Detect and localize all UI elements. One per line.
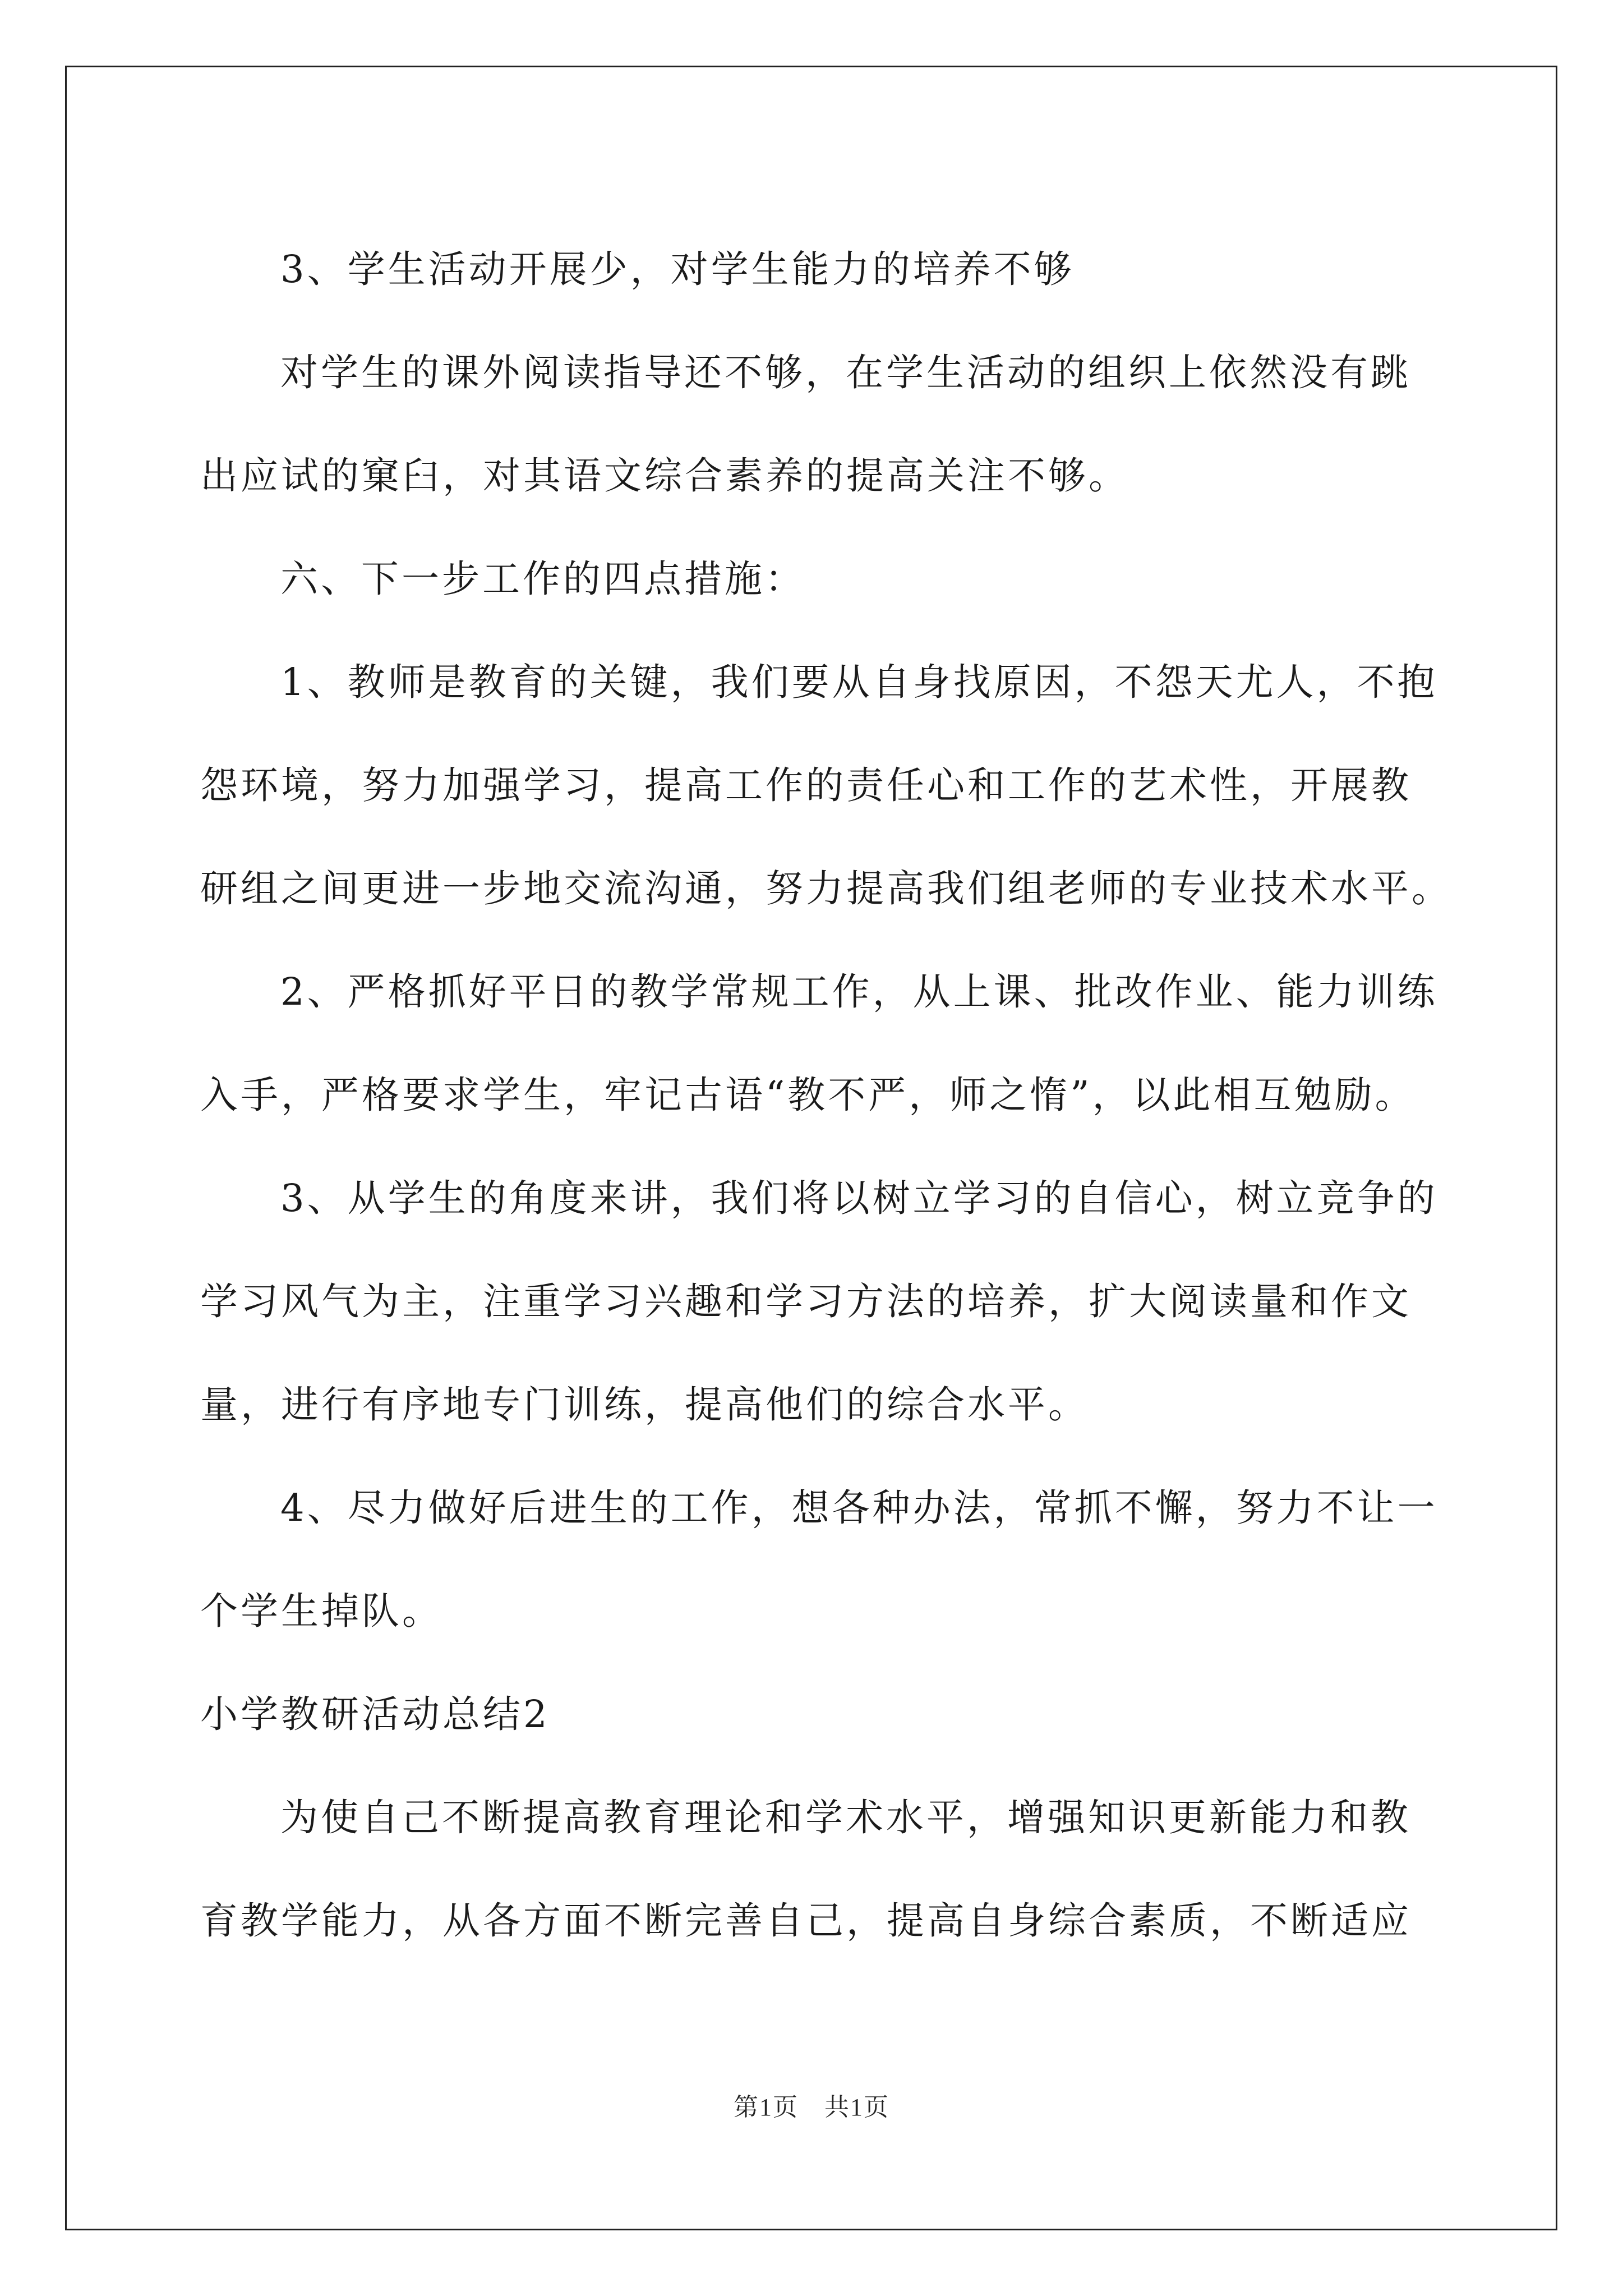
text-line: 2、严格抓好平日的教学常规工作，从上课、批改作业、能力训练	[280, 970, 1438, 1014]
text-line: 入手，严格要求学生，牢记古语“教不严，师之惰”，以此相互勉励。	[200, 1073, 1415, 1117]
document-title: 小学教研活动总结2	[200, 1692, 550, 1736]
page-number: 第1页 共1页	[734, 2093, 889, 2121]
text-line: 1、教师是教育的关键，我们要从自身找原因，不怨天尤人，不抱	[280, 660, 1438, 704]
text-block	[200, 218, 1452, 1972]
text-line: 4、尽力做好后进生的工作，想各种办法，常抓不懈，努力不让一	[280, 1486, 1438, 1530]
text-line: 个学生掉队。	[200, 1589, 442, 1633]
text-line: 量，进行有序地专门训练，提高他们的综合水平。	[200, 1383, 1089, 1427]
section-heading: 六、下一步工作的四点措施：	[280, 557, 805, 601]
text-line: 3、从学生的角度来讲，我们将以树立学习的自信心，树立竞争的	[280, 1176, 1438, 1220]
text-line: 怨环境，努力加强学习，提高工作的责任心和工作的艺术性，开展教	[200, 763, 1412, 807]
text-line: 3、学生活动开展少，对学生能力的培养不够	[280, 247, 1075, 291]
text-line: 为使自己不断提高教育理论和学术水平，增强知识更新能力和教	[280, 1796, 1411, 1839]
text-line: 对学生的课外阅读指导还不够，在学生活动的组织上依然没有跳	[280, 351, 1411, 394]
text-line: 出应试的窠臼，对其语文综合素养的提高关注不够。	[200, 454, 1129, 498]
document-body	[200, 218, 1452, 1977]
text-line: 研组之间更进一步地交流沟通，努力提高我们组老师的专业技术水平。	[200, 867, 1452, 910]
text-line: 育教学能力，从各方面不断完善自己，提高自身综合素质，不断适应	[200, 1899, 1412, 1943]
text-line: 学习风气为主，注重学习兴趣和学习方法的培养，扩大阅读量和作文	[200, 1280, 1412, 1323]
